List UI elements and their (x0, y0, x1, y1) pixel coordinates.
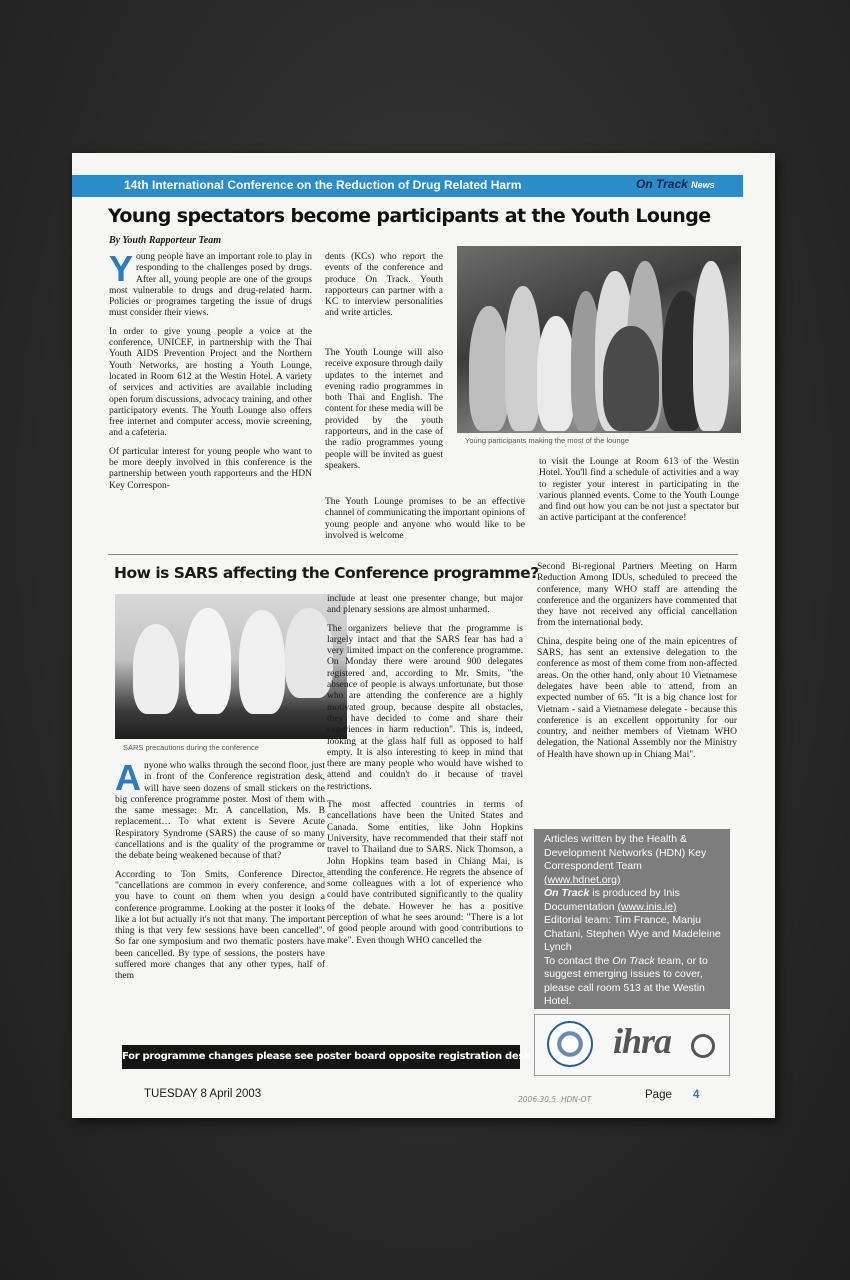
editorial-team: Editorial team: Tim France, Manju Chatani, Stephen Wye and Madeleine Lynch (544, 914, 721, 953)
article2-paragraph: nyone who walks through the second floor, just in front of the Conference registration desk, will have seen dozens of small stickers on the big conference programme poster. Most of them with the same message: Mr. A cancellation, Ms. B replacement… To what extent is Severe Acute Respiratory Syndrome (SARS) the cause of so many cancellations and is the quality of the programme or the debate being weakened because of that? (115, 761, 325, 862)
article1-paragraph: to visit the Lounge at Room 613 of the Westin Hotel. You'll find a schedule of activities and a way to register your interest in participating in the various planned events. Come to the Youth Lounge and find out how you can be not just a spectator but an active participant at the conference! (539, 457, 739, 524)
article-headline: Young spectators become participants at the Youth Lounge (108, 205, 711, 227)
brand-suffix: News (691, 180, 715, 190)
article2-column-1 (115, 757, 325, 990)
sponsor-logos (534, 1014, 730, 1076)
conference-title: 14th International Conference on the Reduction of Drug Related Harm (124, 178, 522, 192)
article2-column-2 (327, 594, 523, 954)
article1-paragraph: oung people have an important role to play in responding to the challenges posed by drugs. After all, young people are one of the groups most vulnerable to drugs and drug-related harm. Policies or programes targeting the issue of drugs must consider their views. (109, 252, 312, 319)
programme-changes-banner: For programme changes please see poster board opposite registration desk (122, 1045, 520, 1069)
article2-paragraph: According to Ton Smits, Conference Director, "cancellations are common in every conference, and you have to count on them when you design a conference programme. Looking at the poster it looks like a lot but actually it's not that many. The important thing is that very few sessions have been cancelled". So far one symposium and two thematic posters have been cancelled. By type of sessions, the posters have suffered more changes that any other types, half of them (115, 869, 325, 982)
handwritten-note: 2006.30.5. HDN-OT (518, 1095, 592, 1104)
newsletter-page (72, 153, 775, 1118)
inis-link[interactable]: (www.inis.ie) (617, 900, 677, 913)
article2-paragraph: The most affected countries in terms of cancellations have been the United States and Canada. Some entities, like John Hopkins University, have recommended that their staff not travel to Thailand due to SARS. Nick Thomson, a John Hopkins team based in Chiang Mai, is attending the conference. He regrets the absence of some colleagues with a lot of experience who could have contributed significantly to the quality of the debate. However he has a positive perception of what he sees around: "There is a lot of good people around with good contributions to make". Even though WHO cancelled the (327, 800, 523, 946)
brand-name: On Track (636, 177, 688, 191)
ontrack-name: On Track (544, 887, 590, 899)
article1-paragraph: The Youth Lounge will also receive exposure through daily updates to the internet and evening radio programmes in both Thai and English. The content for these media will be provided by the youth rapporteurs, and in the case of the radio programmes young people will be invited as guest speakers. (325, 348, 443, 471)
sars-photo (115, 594, 347, 739)
credits-line: Articles written by the Health & Development Networks (HDN) Key Correspondent Team (544, 833, 707, 872)
dropcap-y: Y (109, 248, 134, 289)
article2-paragraph: China, despite being one of the main epicentres of SARS, has sent an extensive delegation to the conference as most of them come from non-affected areas. On the other hand, only about 10 Vietnamese delegates have been able to attend, from an expected number of 65. "It is a big chance lost for Vietnam - said a Vietnamese delegate - because this conference is an excellent opportunity for our country, and neither members of Vietnam WHO delegation, the National Assembly nor the Ministry of Health have shown up in Chiang Mai". (537, 636, 737, 760)
article1-column-2a (325, 252, 443, 327)
photo-caption: Young participants making the most of the lounge (465, 436, 629, 445)
sars-headline: How is SARS affecting the Conference programme? (114, 564, 539, 582)
ihra-logo: ihra (613, 1021, 672, 1061)
issue-date: TUESDAY 8 April 2003 (144, 1088, 262, 1100)
page-label: Page (645, 1089, 672, 1101)
article-byline: By Youth Rapporteur Team (109, 235, 221, 246)
credits-box (534, 829, 730, 1009)
page-number: 4 (693, 1089, 700, 1101)
contact-text: To contact the (544, 954, 613, 967)
produced-text: is produced by Inis Documentation (544, 887, 680, 913)
article1-paragraph: Of particular interest for young people who want to be more deeply involved in this conference is the partnership between youth rapporteurs and the HDN Key Correspon- (109, 446, 312, 491)
article1-paragraph: The Youth Lounge promises to be an effective channel of communicating the important opinions of young people and anyone who would like to be involved is welcome (325, 497, 525, 541)
article2-paragraph: The organizers believe that the programme is largely intact and that the SARS fear has had a very limited impact on the conference programme. On Monday there were around 900 delegates registered and, according to Mr. Smits, "the absence of people is always unfortunate, but those who are attending the conference are a highly motivated group, because despite all obstacles, they have decided to come and share their experiences in harm reduction". This is, indeed, looking at the glass half full as opposed to half empty. It is also interesting to keep in mind that there are many people who would have wished to attend and couldn't do it because of travel restrictions. (327, 623, 523, 792)
article1-column-2c (325, 497, 525, 549)
article2-paragraph: Second Bi-regional Partners Meeting on Harm Reduction Among IDUs, scheduled to preceed the conference, many WHO staff are attending the conference and the organizers have commented that they have not received any official cancellation from the international body. (537, 562, 737, 629)
article1-paragraph: dents (KCs) who report the events of the conference and produce On Track. Youth rapporteurs can partner with a KC to interview personalities and write articles. (325, 252, 443, 319)
header-bar (72, 175, 743, 197)
article1-column-3 (539, 457, 739, 532)
ontrack-name: On Track (612, 954, 655, 967)
section-divider (108, 554, 738, 555)
article2-column-3 (537, 562, 737, 768)
youth-lounge-photo (457, 246, 741, 433)
contact-text: team, or to suggest emerging issues to cover, please call room 513 at the Westin Hotel. (544, 954, 708, 1007)
article2-paragraph: include at least one presenter change, but major and plenary sessions are almost unharmed. (327, 594, 523, 616)
article1-paragraph: In order to give young people a voice at the conference, UNICEF, in partnership with the Thai Youth AIDS Prevention Project and the Northern Youth Networks, are hosting a Youth Lounge, located in Room 612 at the Westin Hotel. A variety of services and activities are available including open forum discussions, advocacy training, and other participatory events. The Youth Lounge also offers free internet and computer access, movie screening, and a cafeteria. (109, 326, 312, 439)
photo-caption: SARS precautions during the conference (123, 743, 259, 752)
article1-column-2b (325, 348, 443, 479)
dropcap-a: A (115, 757, 141, 798)
hdn-link[interactable]: (www.hdnet.org) (544, 873, 621, 886)
brand-logo (636, 177, 715, 191)
ihra-logo-mark (691, 1034, 715, 1058)
article1-column-1 (109, 248, 312, 499)
harm-reduction-network-logo (547, 1021, 593, 1067)
